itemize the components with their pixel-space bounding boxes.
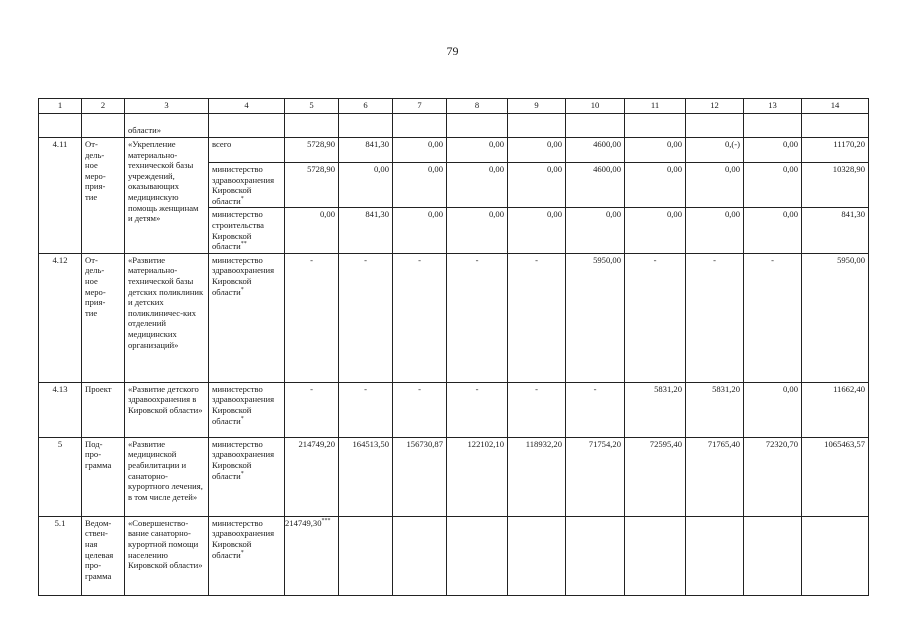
- value-cell: 118932,20: [508, 437, 566, 516]
- value-cell: 841,30: [339, 138, 393, 163]
- value-cell: 0,00: [508, 163, 566, 208]
- column-header: 3: [125, 99, 209, 114]
- row-name-cell: «Укрепление материально-технической базы учреждений, оказывающих медицинскую помощь женщинам и детям»: [125, 138, 209, 254]
- value-cell: -: [447, 253, 508, 382]
- column-header: 13: [744, 99, 802, 114]
- executor-cell: всего: [209, 138, 285, 163]
- row-type-cell: Под- про- грамма: [82, 437, 125, 516]
- footnote-mark: *: [240, 195, 244, 202]
- column-header: 2: [82, 99, 125, 114]
- value-cell: 156730,87: [393, 437, 447, 516]
- executor-cell: министерство здравоохранения Кировской области*: [209, 382, 285, 437]
- value-cell: 0,00: [339, 163, 393, 208]
- executor-cell: министерство здравоохранения Кировской области*: [209, 163, 285, 208]
- value-cell: [508, 516, 566, 595]
- footnote-mark: ***: [321, 517, 331, 524]
- value-cell: 11662,40: [802, 382, 869, 437]
- value-cell: [802, 516, 869, 595]
- row-number-cell: 5.1: [39, 516, 82, 595]
- value-cell: [686, 516, 744, 595]
- value-cell: 0,00: [393, 163, 447, 208]
- value-cell: 0,00: [447, 163, 508, 208]
- row-name-cell: «Развитие материально-технической базы детских поликлиник и детских поликлиничес-ких отделений медицинских организаций»: [125, 253, 209, 382]
- value-cell: 0,00: [744, 382, 802, 437]
- column-header: 9: [508, 99, 566, 114]
- value-cell: 5831,20: [625, 382, 686, 437]
- value-cell: 841,30: [802, 208, 869, 253]
- column-header: 7: [393, 99, 447, 114]
- budget-table: [38, 98, 869, 596]
- value-cell: 0,00: [625, 138, 686, 163]
- value-cell: 841,30: [339, 208, 393, 253]
- value-cell: 71765,40: [686, 437, 744, 516]
- footnote-mark: **: [240, 241, 247, 248]
- value-cell: -: [285, 382, 339, 437]
- row-number-cell: 4.13: [39, 382, 82, 437]
- value-cell: [447, 516, 508, 595]
- value-cell: 5950,00: [566, 253, 625, 382]
- footnote-mark: *: [240, 286, 244, 293]
- column-header: 4: [209, 99, 285, 114]
- value-cell: 164513,50: [339, 437, 393, 516]
- value-cell: 10328,90: [802, 163, 869, 208]
- value-cell: 0,00: [393, 138, 447, 163]
- value-cell: 0,00: [686, 163, 744, 208]
- value-cell: 0,00: [508, 208, 566, 253]
- value-cell: 0,00: [625, 208, 686, 253]
- continued-name-cell: области»: [125, 114, 209, 138]
- value-cell: -: [339, 382, 393, 437]
- value-cell: -: [566, 382, 625, 437]
- table-row: [39, 253, 869, 382]
- value-cell: [744, 516, 802, 595]
- value-cell: 0,(-): [686, 138, 744, 163]
- table-row: [39, 516, 869, 595]
- value-cell: 5831,20: [686, 382, 744, 437]
- value-cell: 0,00: [625, 163, 686, 208]
- table-row: [39, 138, 869, 163]
- executor-cell: министерство здравоохранения Кировской области*: [209, 253, 285, 382]
- value-cell: -: [625, 253, 686, 382]
- value-cell: -: [744, 253, 802, 382]
- column-header: 6: [339, 99, 393, 114]
- row-type-cell: Проект: [82, 382, 125, 437]
- value-cell: 0,00: [447, 208, 508, 253]
- table-row-continued: [39, 114, 869, 138]
- value-cell: 72320,70: [744, 437, 802, 516]
- value-cell: 0,00: [744, 163, 802, 208]
- value-cell: 11170,20: [802, 138, 869, 163]
- page-number: 79: [446, 44, 459, 58]
- value-cell: 5728,90: [285, 163, 339, 208]
- value-cell: -: [447, 382, 508, 437]
- column-header: 8: [447, 99, 508, 114]
- value-cell: 0,00: [744, 138, 802, 163]
- value-cell: 1065463,57: [802, 437, 869, 516]
- value-cell: 5950,00: [802, 253, 869, 382]
- value-cell: 0,00: [285, 208, 339, 253]
- executor-cell: министерство здравоохранения Кировской области*: [209, 516, 285, 595]
- table-row: [39, 382, 869, 437]
- value-cell: 214749,30***: [285, 516, 339, 595]
- row-type-cell: Ведом- ствен- ная целевая про- грамма: [82, 516, 125, 595]
- executor-cell: министерство строительства Кировской области**: [209, 208, 285, 253]
- value-cell: 0,00: [508, 138, 566, 163]
- value-cell: [339, 516, 393, 595]
- column-header: 11: [625, 99, 686, 114]
- value-cell: 214749,20: [285, 437, 339, 516]
- row-number-cell: 4.11: [39, 138, 82, 254]
- row-number-cell: 4.12: [39, 253, 82, 382]
- table-row: [39, 437, 869, 516]
- row-type-cell: От- дель- ное меро- прия- тие: [82, 138, 125, 254]
- value-cell: 4600,00: [566, 138, 625, 163]
- value-cell: 4600,00: [566, 163, 625, 208]
- row-name-cell: «Развитие медицинской реабилитации и санаторно-курортного лечения, в том числе детей»: [125, 437, 209, 516]
- value-cell: 0,00: [447, 138, 508, 163]
- value-cell: 5728,90: [285, 138, 339, 163]
- row-number-cell: 5: [39, 437, 82, 516]
- value-cell: 0,00: [393, 208, 447, 253]
- row-type-cell: От- дель- ное меро- прия- тие: [82, 253, 125, 382]
- value-cell: -: [508, 253, 566, 382]
- value-cell: 71754,20: [566, 437, 625, 516]
- value-cell: [393, 516, 447, 595]
- value-cell: -: [393, 253, 447, 382]
- header-row: [39, 99, 869, 114]
- row-name-cell: «Развитие детского здравоохранения в Кировской области»: [125, 382, 209, 437]
- value-cell: [566, 516, 625, 595]
- footnote-mark: *: [240, 415, 244, 422]
- value-cell: 122102,10: [447, 437, 508, 516]
- value-cell: -: [339, 253, 393, 382]
- value-cell: -: [393, 382, 447, 437]
- value-cell: -: [508, 382, 566, 437]
- executor-cell: министерство здравоохранения Кировской области*: [209, 437, 285, 516]
- footnote-mark: *: [240, 470, 244, 477]
- value-cell: 72595,40: [625, 437, 686, 516]
- column-header: 12: [686, 99, 744, 114]
- footnote-mark: *: [240, 549, 244, 556]
- row-name-cell: «Совершенство-вание санаторно-курортной помощи населению Кировской области»: [125, 516, 209, 595]
- value-cell: 0,00: [686, 208, 744, 253]
- value-cell: 0,00: [744, 208, 802, 253]
- column-header: 14: [802, 99, 869, 114]
- value-cell: -: [686, 253, 744, 382]
- value-cell: -: [285, 253, 339, 382]
- column-header: 1: [39, 99, 82, 114]
- value-cell: 0,00: [566, 208, 625, 253]
- value-cell: [625, 516, 686, 595]
- column-header: 5: [285, 99, 339, 114]
- column-header: 10: [566, 99, 625, 114]
